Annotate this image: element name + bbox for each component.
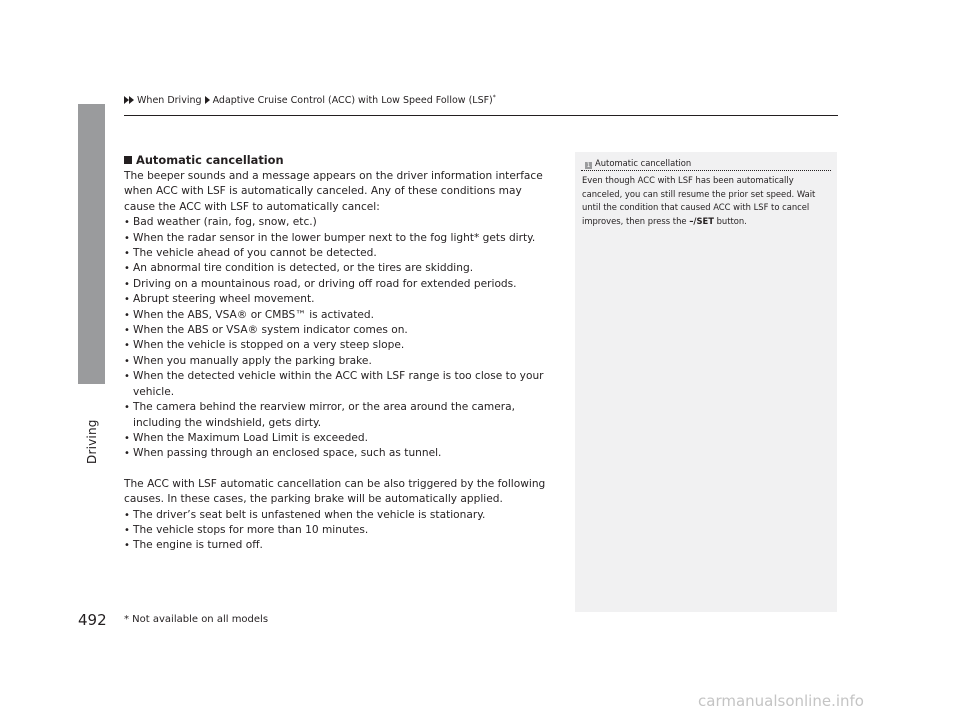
list-item: • The engine is turned off. <box>124 538 554 553</box>
section-square-icon <box>124 156 132 164</box>
breadcrumb <box>124 94 496 106</box>
footnote: * Not available on all models <box>124 614 269 625</box>
section-intro-2: The ACC with LSF automatic cancellation can be also triggered by the following causes. In these cases, the parking brake will be automatically applied. <box>124 477 546 506</box>
list-item: • Driving on a mountainous road, or driving off road for extended periods. <box>124 277 554 292</box>
header-divider <box>124 115 838 116</box>
note-title: Automatic cancellation <box>595 158 692 168</box>
section-heading-text: Automatic cancellation <box>136 153 284 167</box>
list-item: • When the radar sensor in the lower bumper next to the fog light* gets dirty. <box>124 231 554 246</box>
note-text-before: Even though ACC with LSF has been automatically canceled, you can still resume the prior set speed. Wait until the condition that caused ACC with LSF to cancel improves, then press the <box>582 175 816 226</box>
list-item: • When the vehicle is stopped on a very steep slope. <box>124 338 554 353</box>
note-button-name: –/SET <box>689 215 714 226</box>
watermark: carmanualsonline.info <box>698 692 864 710</box>
list-item: • When the detected vehicle within the ACC with LSF range is too close to your vehicle. <box>124 369 554 400</box>
list-item: • An abnormal tire condition is detected, or the tires are skidding. <box>124 261 554 276</box>
list-item: • Abrupt steering wheel movement. <box>124 292 554 307</box>
chapter-label <box>78 104 105 464</box>
note-divider <box>581 170 831 171</box>
breadcrumb-arrow-icon <box>129 96 134 104</box>
chapter-label-text: Driving <box>85 419 99 464</box>
list-item: • When the Maximum Load Limit is exceeded. <box>124 431 554 446</box>
section-intro: The beeper sounds and a message appears on the driver information interface when ACC with LSF is automatically canceled. Any of these conditions may cause the ACC with LSF to automatically cancel: <box>124 170 543 213</box>
breadcrumb-level2[interactable]: Adaptive Cruise Control (ACC) with Low Speed Follow (LSF) <box>212 95 493 107</box>
section-heading <box>124 152 554 169</box>
list-item: • The vehicle ahead of you cannot be detected. <box>124 246 554 261</box>
list-item: • The camera behind the rearview mirror, or the area around the camera, including the windshield, gets dirty. <box>124 400 554 431</box>
page-number: 492 <box>78 611 107 629</box>
note-text-after: button. <box>713 215 747 226</box>
list-item: • The vehicle stops for more than 10 minutes. <box>124 523 554 538</box>
breadcrumb-arrow-icon <box>205 96 210 104</box>
note-marker-icon: 1 <box>586 162 591 169</box>
causes-list <box>124 508 554 554</box>
note-body <box>582 174 832 228</box>
note-header <box>585 158 691 169</box>
list-item: • When you manually apply the parking brake. <box>124 354 554 369</box>
list-item: • When the ABS, VSA® or CMBS™ is activated. <box>124 308 554 323</box>
conditions-list <box>124 215 554 462</box>
paragraph-gap <box>124 462 554 477</box>
list-item: • When passing through an enclosed space, such as tunnel. <box>124 446 554 461</box>
main-content <box>124 152 554 554</box>
breadcrumb-asterisk: * <box>492 94 496 101</box>
breadcrumb-level1[interactable]: When Driving <box>137 95 202 107</box>
list-item: • Bad weather (rain, fog, snow, etc.) <box>124 215 554 230</box>
list-item: • The driver’s seat belt is unfastened when the vehicle is stationary. <box>124 508 554 523</box>
list-item: • When the ABS or VSA® system indicator comes on. <box>124 323 554 338</box>
